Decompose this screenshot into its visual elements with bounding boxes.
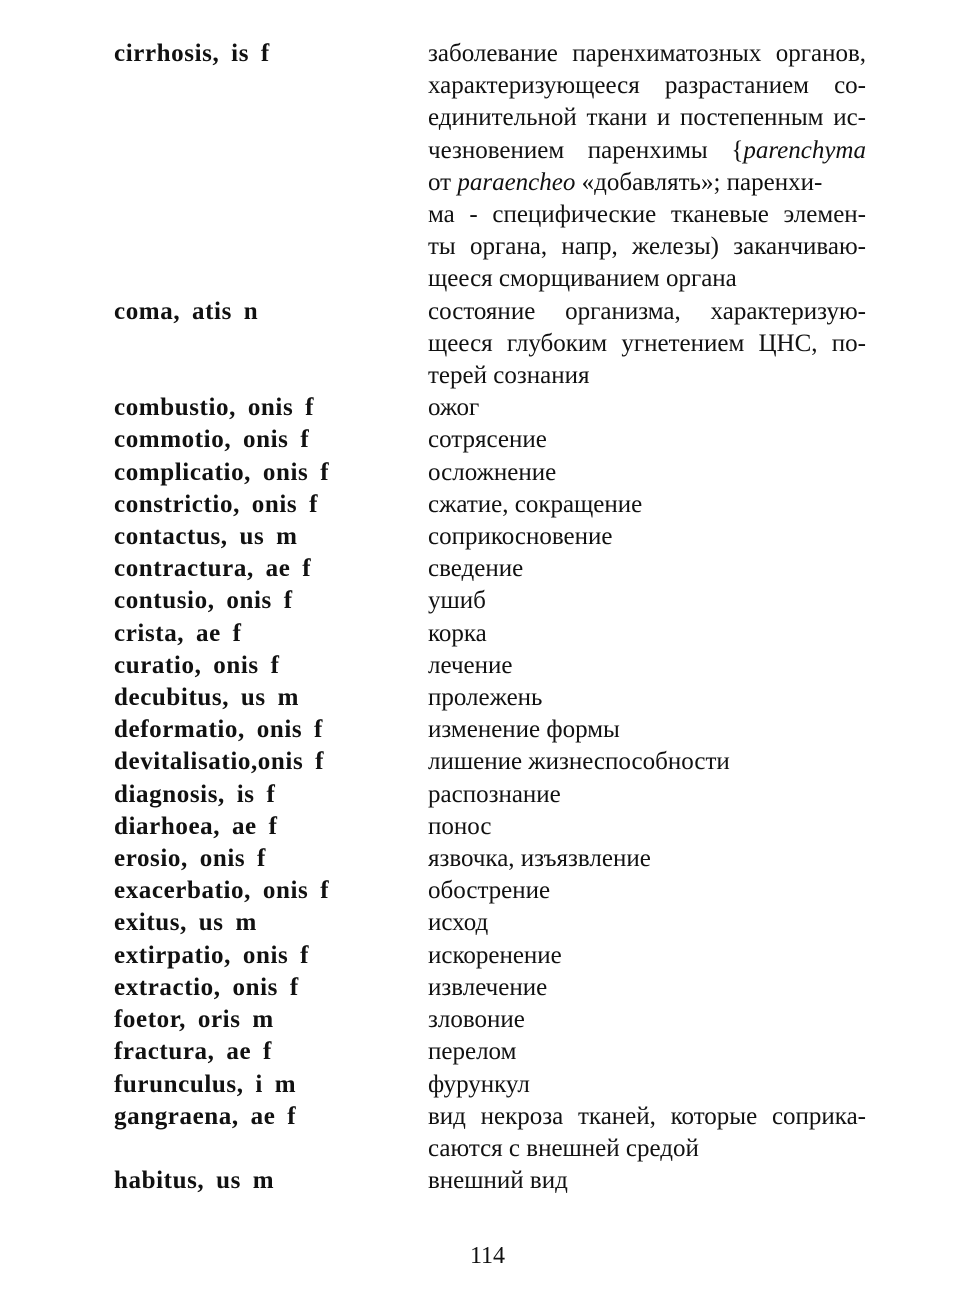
entry-term: combustio, onis f <box>114 394 315 422</box>
glossary-entry-constrictio <box>0 489 975 521</box>
entry-definition <box>316 811 866 843</box>
glossary-entry-fractura <box>0 1036 975 1068</box>
entry-definition <box>316 457 866 489</box>
glossary-entry-foetor <box>0 1004 975 1036</box>
entry-definition <box>316 875 866 907</box>
definition-line: сведение <box>428 555 524 583</box>
entry-definition <box>316 296 866 393</box>
definition-line: вид некроза тканей, которые соприка- <box>428 1102 866 1130</box>
definition-line: извлечение <box>428 973 548 1001</box>
glossary-entry-contusio <box>0 585 975 617</box>
entry-term: coma, atis n <box>114 297 259 325</box>
entry-term: deformatio, onis f <box>114 716 323 744</box>
entry-definition <box>316 714 866 746</box>
glossary-entry-decubitus <box>0 682 975 714</box>
entry-term: cirrhosis, is f <box>114 40 270 67</box>
entry-term: diagnosis, is f <box>114 780 276 808</box>
entry-term: gangraena, ae f <box>114 1102 297 1130</box>
definition-line: искоренение <box>428 941 562 969</box>
definition-line <box>428 135 866 167</box>
definition-line: обострение <box>428 877 551 905</box>
definition-line: внешний вид <box>428 1167 568 1195</box>
glossary-entry-commotio <box>0 424 975 456</box>
entry-definition <box>316 489 866 521</box>
entry-term: commotio, onis f <box>114 426 310 454</box>
glossary-entry-crista <box>0 618 975 650</box>
glossary-entry-cirrhosis <box>0 38 975 296</box>
glossary-entry-contactus <box>0 521 975 553</box>
entry-definition <box>316 585 866 617</box>
definition-line: ожог <box>428 394 480 422</box>
definition-line: ты органа, напр, железы) заканчиваю- <box>428 233 866 261</box>
glossary <box>0 38 975 1197</box>
definition-line: характеризующееся разрастанием со- <box>428 72 866 100</box>
entry-term: contractura, ae f <box>114 555 312 583</box>
entry-definition <box>316 553 866 585</box>
entry-term: constrictio, onis f <box>114 490 319 518</box>
entry-definition <box>316 940 866 972</box>
entry-term: decubitus, us m <box>114 684 300 712</box>
entry-term: habitus, us m <box>114 1167 275 1195</box>
entry-definition <box>316 1101 866 1165</box>
definition-line: осложнение <box>428 458 557 486</box>
entry-definition <box>316 521 866 553</box>
entry-definition <box>316 746 866 778</box>
entry-term: exacerbatio, onis f <box>114 877 330 905</box>
definition-line: состояние организма, характеризую- <box>428 297 866 325</box>
entry-term: complicatio, onis f <box>114 458 330 486</box>
definition-line: распознание <box>428 780 561 808</box>
entry-definition <box>316 682 866 714</box>
glossary-entry-diarhoea <box>0 811 975 843</box>
entry-definition <box>316 1036 866 1068</box>
entry-definition <box>316 1165 866 1197</box>
entry-definition <box>316 618 866 650</box>
glossary-entry-extractio <box>0 972 975 1004</box>
glossary-entry-complicatio <box>0 457 975 489</box>
glossary-entry-gangraena <box>0 1101 975 1165</box>
definition-fragment: «добавлять»; паренхи- <box>575 168 823 196</box>
definition-line: пролежень <box>428 684 543 712</box>
definition-italic-term: paraencheo <box>457 168 576 196</box>
entry-definition <box>316 650 866 682</box>
entry-definition <box>316 972 866 1004</box>
entry-term: diarhoea, ae f <box>114 812 278 840</box>
page-number: 114 <box>469 1243 506 1269</box>
glossary-entry-diagnosis <box>0 779 975 811</box>
definition-line: понос <box>428 812 492 840</box>
definition-line: фурункул <box>428 1070 530 1098</box>
definition-line: перелом <box>428 1038 517 1066</box>
definition-line: единительной ткани и постепенным ис- <box>428 104 866 132</box>
entry-term: contactus, us m <box>114 523 298 551</box>
entry-definition <box>316 907 866 939</box>
glossary-entry-exitus <box>0 907 975 939</box>
definition-line: терей сознания <box>428 362 590 390</box>
definition-line: заболевание паренхиматозных органов, <box>428 40 866 67</box>
definition-line: исход <box>428 909 489 937</box>
definition-line: щееся сморщиванием органа <box>428 265 737 293</box>
definition-fragment: от <box>428 168 458 196</box>
entry-definition <box>316 424 866 456</box>
entry-term: devitalisatio,onis f <box>114 748 325 776</box>
glossary-entry-furunculus <box>0 1069 975 1101</box>
entry-definition <box>316 38 866 296</box>
definition-line: язвочка, изъязвление <box>428 845 651 873</box>
glossary-entry-erosio <box>0 843 975 875</box>
definition-line: ма - специфические тканевые элемен- <box>428 201 866 229</box>
glossary-entry-extirpatio <box>0 940 975 972</box>
entry-definition <box>316 1004 866 1036</box>
definition-line: изменение формы <box>428 716 620 744</box>
entry-term: fractura, ae f <box>114 1038 272 1066</box>
entry-definition <box>316 779 866 811</box>
entry-term: foetor, oris m <box>114 1006 274 1034</box>
glossary-entry-curatio <box>0 650 975 682</box>
definition-line: сжатие, сокращение <box>428 490 643 518</box>
glossary-entry-exacerbatio <box>0 875 975 907</box>
definition-line: соприкосновение <box>428 523 613 551</box>
definition-line: саются с внешней средой <box>428 1134 699 1162</box>
entry-term: contusio, onis f <box>114 587 293 615</box>
glossary-entry-devitalisatio <box>0 746 975 778</box>
definition-line: лечение <box>428 651 513 679</box>
definition-italic-term: parenchyma <box>743 136 866 164</box>
definition-line: ушиб <box>428 587 486 615</box>
glossary-entry-deformatio <box>0 714 975 746</box>
entry-definition <box>316 392 866 424</box>
definition-line: лишение жизнеспособности <box>428 748 730 776</box>
entry-term: erosio, onis f <box>114 845 266 873</box>
entry-term: extractio, onis f <box>114 973 299 1001</box>
glossary-entry-contractura <box>0 553 975 585</box>
entry-term: curatio, onis f <box>114 651 280 679</box>
entry-definition <box>316 1069 866 1101</box>
definition-line: щееся глубоким угнетением ЦНС, по- <box>428 329 866 357</box>
entry-term: crista, ae f <box>114 619 242 647</box>
entry-definition <box>316 843 866 875</box>
definition-fragment: чезновением паренхимы { <box>428 136 744 164</box>
definition-line: зловоние <box>428 1006 525 1034</box>
entry-term: extirpatio, onis f <box>114 941 310 969</box>
definition-line: корка <box>428 619 487 647</box>
entry-term: furunculus, i m <box>114 1070 297 1098</box>
definition-line: сотрясение <box>428 426 547 454</box>
definition-line <box>428 167 866 199</box>
glossary-entry-combustio <box>0 392 975 424</box>
entry-term: exitus, us m <box>114 909 257 937</box>
glossary-entry-habitus <box>0 1165 975 1197</box>
glossary-entry-coma <box>0 296 975 393</box>
